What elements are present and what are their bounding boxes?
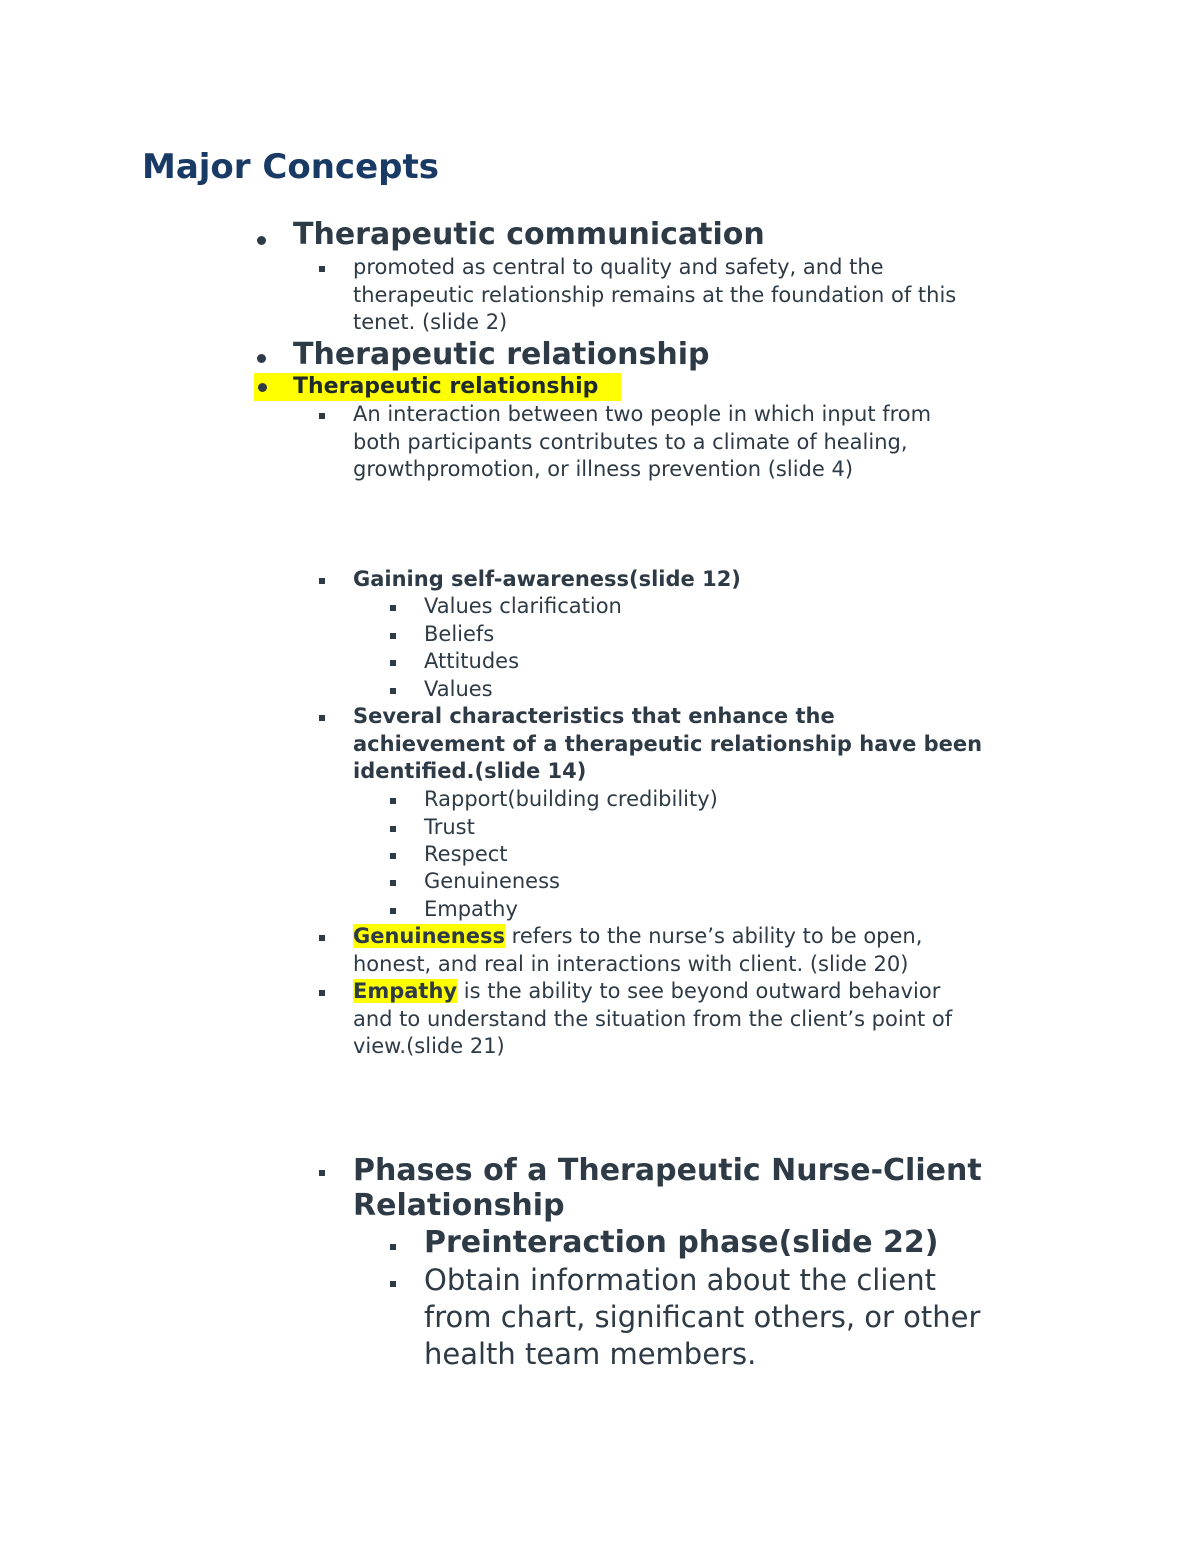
- highlighted-heading-therapeutic-relationship: Therapeutic relationship: [293, 374, 599, 399]
- empathy-definition: [353, 978, 952, 1061]
- text-line: health team members.: [424, 1337, 757, 1371]
- square-bullet-icon: [390, 853, 396, 859]
- square-bullet-icon: [319, 578, 325, 584]
- square-bullet-icon: [390, 633, 396, 639]
- genuineness-term: Genuineness: [353, 924, 505, 948]
- self-awareness-item: Beliefs: [424, 622, 495, 646]
- text-line: An interaction between two people in which input from: [353, 402, 932, 426]
- text-line: [353, 923, 922, 951]
- relationship-definition: [353, 401, 931, 484]
- genuineness-definition: [353, 923, 922, 978]
- square-bullet-icon: [319, 715, 325, 721]
- text-line: view.(slide 21): [353, 1034, 505, 1058]
- empathy-term: Empathy: [353, 979, 458, 1003]
- text-line: Several characteristics that enhance the: [353, 704, 835, 728]
- preinteraction-heading: Preinteraction phase(slide 22): [424, 1225, 939, 1260]
- text-segment: refers to the nurse’s ability to be open,: [504, 924, 923, 948]
- communication-description: [353, 254, 956, 337]
- square-bullet-icon: [390, 1244, 396, 1250]
- square-bullet-icon: [319, 1170, 325, 1176]
- text-line: Phases of a Therapeutic Nurse-Client: [353, 1153, 982, 1188]
- text-line: and to understand the situation from the client’s point of: [353, 1006, 953, 1031]
- square-bullet-icon: [390, 826, 396, 832]
- square-bullet-icon: [390, 798, 396, 804]
- square-bullet-icon: [390, 908, 396, 914]
- square-bullet-icon: [319, 935, 325, 941]
- self-awareness-item: Values: [424, 677, 493, 701]
- characteristic-item: Trust: [424, 815, 475, 839]
- square-bullet-icon: [319, 266, 325, 272]
- characteristic-item: Respect: [424, 842, 508, 866]
- square-bullet-icon: [319, 990, 325, 996]
- self-awareness-heading: Gaining self-awareness(slide 12): [353, 567, 741, 591]
- text-line: [353, 978, 952, 1006]
- self-awareness-item: Attitudes: [424, 649, 520, 673]
- text-segment: is the ability to see beyond outward behavior: [457, 979, 941, 1003]
- text-line: honest, and real in interactions with client. (slide 20): [353, 951, 909, 976]
- square-bullet-icon: [390, 880, 396, 886]
- section-heading-therapeutic-relationship: Therapeutic relationship: [293, 337, 710, 372]
- text-line: Relationship: [353, 1188, 565, 1223]
- characteristic-item: Genuineness: [424, 869, 560, 893]
- characteristics-heading: [353, 703, 982, 786]
- page-title: Major Concepts: [142, 147, 439, 187]
- characteristic-item: Empathy: [424, 897, 518, 921]
- text-line: both participants contributes to a climate of healing,: [353, 429, 908, 454]
- text-line: growthpromotion, or illness prevention (slide 4): [353, 457, 854, 481]
- text-line: achievement of a therapeutic relationship have been: [353, 731, 983, 756]
- round-bullet-icon: [257, 354, 266, 363]
- self-awareness-item: Values clarification: [424, 594, 622, 618]
- characteristic-item: Rapport(building credibility): [424, 787, 718, 811]
- square-bullet-icon: [319, 413, 325, 419]
- text-line: therapeutic relationship remains at the foundation of this: [353, 282, 957, 307]
- square-bullet-icon: [390, 688, 396, 694]
- text-line: from chart, significant others, or other: [424, 1300, 981, 1334]
- text-line: identified.(slide 14): [353, 759, 587, 783]
- text-line: promoted as central to quality and safety, and the: [353, 255, 884, 279]
- square-bullet-icon: [390, 1281, 396, 1287]
- round-bullet-icon: [257, 236, 266, 245]
- section-heading-therapeutic-communication: Therapeutic communication: [293, 217, 765, 252]
- text-line: tenet. (slide 2): [353, 310, 508, 334]
- square-bullet-icon: [390, 605, 396, 611]
- round-bullet-icon: [258, 383, 267, 392]
- square-bullet-icon: [390, 660, 396, 666]
- text-line: Obtain information about the client: [424, 1263, 936, 1297]
- preinteraction-detail: [424, 1262, 980, 1373]
- phases-heading: [353, 1153, 982, 1223]
